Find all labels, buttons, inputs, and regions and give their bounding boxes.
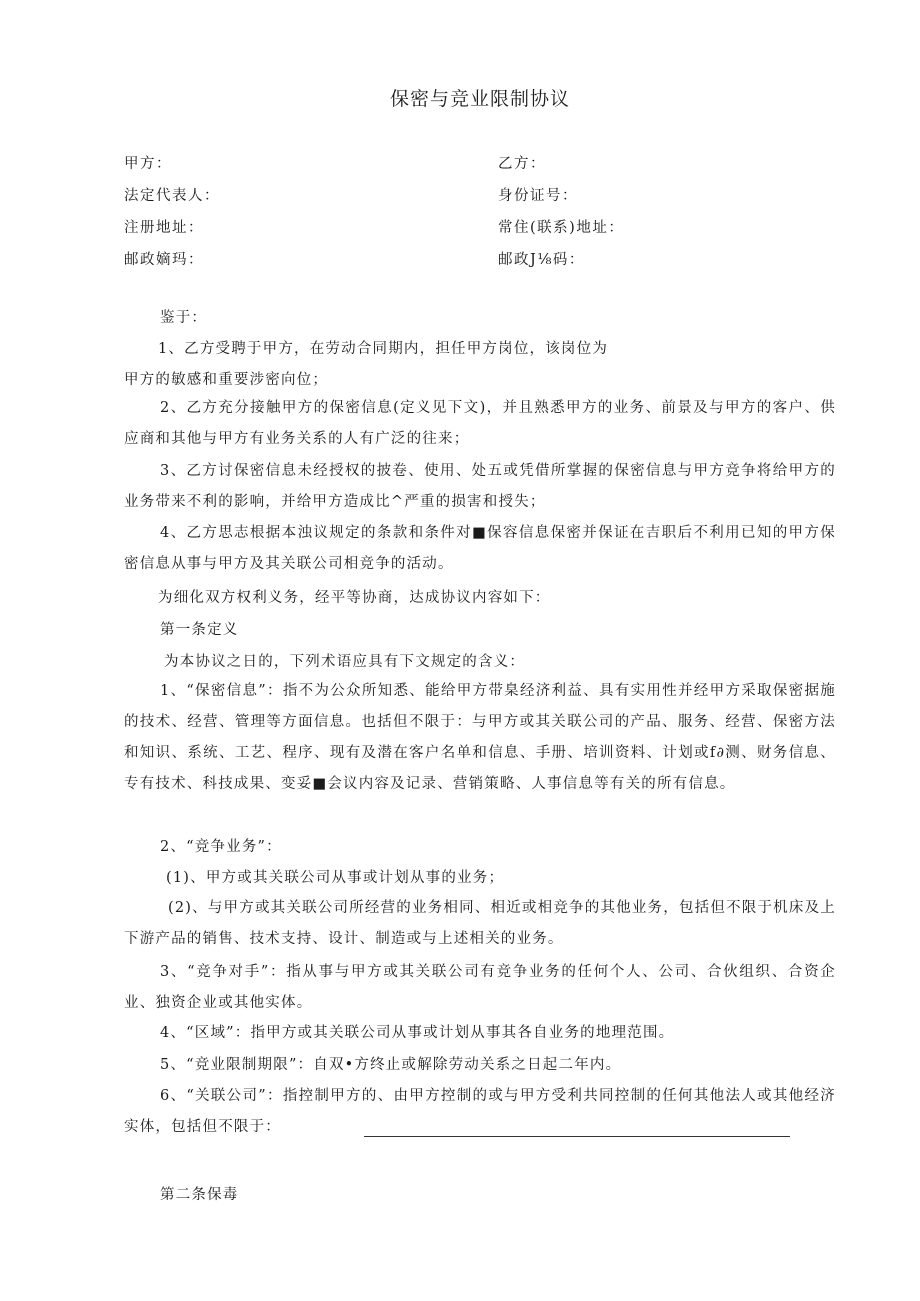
definition-competing-business-item-1: (1)、甲方或其关联公司从事或计划从事的业务； [166,870,505,886]
whereas-label: 鉴于： [160,310,208,326]
party-b-label: 乙方： [498,156,546,172]
recital-1-first-line: 1、乙方受聘于甲方，在劳动合同期内，担任甲方岗位，该岗位为 [158,341,609,357]
definition-competing-business: 2、“竞争业务”： [160,839,282,855]
definition-competitor: 3、“竞争对手”：指从事与甲方或其关联公司有竞争业务的任何个人、公司、合伙组织、合资企业、独资企业或其他实体。 [124,964,836,1011]
affiliate-fill-in-line [364,1136,790,1137]
id-number-label: 身份证号： [498,188,578,204]
definition-affiliate: 6、“关联公司”：指控制甲方的、由甲方控制的或与甲方受利共同控制的任何其他法人或其他经济实体，包括但不限于： [124,1088,836,1135]
party-a-label: 甲方： [124,156,172,172]
definition-region: 4、“区域”：指甲方或其关联公司从事或计划从事其各自业务的地理范围。 [160,1025,675,1041]
recital-1-second-line: 甲方的敏感和重要涉密向位； [124,372,329,388]
article-1-title: 第一条定义 [160,622,239,638]
document-title: 保密与竞业限制协议 [389,88,570,110]
party-a-postcode-label: 邮政嫡玛： [124,252,204,268]
article-1-intro: 为本协议之日的，下列术语应具有下文规定的含义： [164,654,526,670]
definition-competing-business-item-2: (2)、与甲方或其关联公司所经营的业务相同、相近或相竞争的其他业务，包括但不限于机床及上下游产品的销售、技术支持、设计、制造或与上述相关的业务。 [124,900,836,947]
recital-4: 4、乙方思志根据本浊议规定的条款和条件对■保容信息保密并保证在吉职后不利用已知的甲方保密信息从事与甲方及其关联公司相竞争的活动。 [124,525,836,572]
definition-confidential-information: 1、“保密信息”：指不为公众所知悉、能给甲方带臬经济利益、具有实用性并经甲方采取保密据施的技术、经营、管理等方面信息。也括但不限于：与甲方或其关联公司的产品、服务、经营、保密方法和知识、系统、工艺、程序、现有及潜在客户名单和信息、手册、培训资料、计划或f∂测、财务信息、专有技术、科技成果、变妥■会议内容及记录、营销策略、人事信息等有关的所有信息。 [124,683,836,792]
article-2-title: 第二条保毒 [160,1187,239,1203]
legal-representative-label: 法定代表人： [124,188,220,204]
registered-address-label: 注册地址： [124,220,204,236]
contact-address-label: 常住(联系)地址： [498,220,625,236]
recital-2: 2、乙方充分接触甲方的保密信息(定义见下文)，并且熟悉甲方的业务、前景及与甲方的客户、供应商和其他与甲方有业务关系的人有广泛的往来； [124,400,836,447]
party-b-postcode-label: 邮政J⅛码： [498,252,585,268]
agreement-intro: 为细化双方权利义务，经平等协商，达成协议内容如下： [158,590,551,606]
definition-noncompete-period: 5、“竞业限制期限”：自双•方终止或解除劳动关系之日起二年内。 [160,1057,622,1073]
recital-3: 3、乙方讨保密信息未经授权的披卷、使用、处五或凭借所掌握的保密信息与甲方竞争将给甲方的业务带来不利的影响，并给甲方造成比^严重的损害和授失； [124,463,836,510]
